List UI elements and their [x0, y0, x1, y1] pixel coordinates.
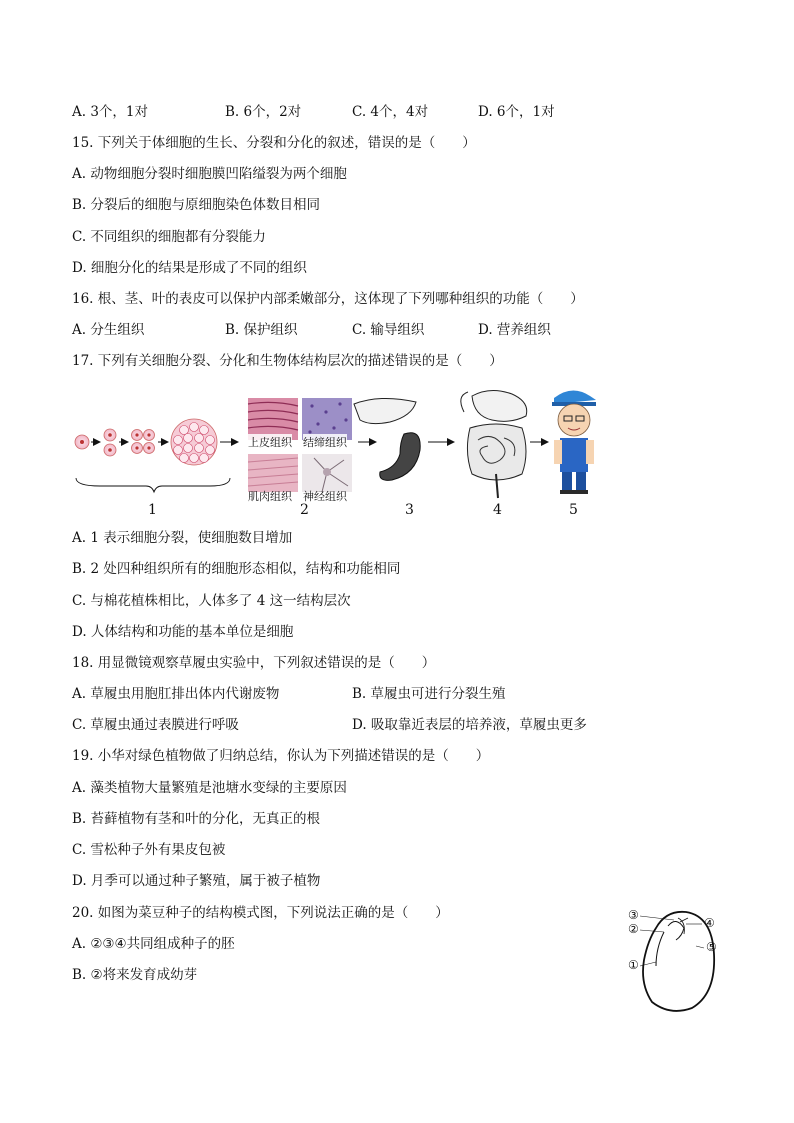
- q16-option-b: B. 保护组织: [225, 322, 298, 338]
- q15-option-c: C. 不同组织的细胞都有分裂能力: [72, 229, 266, 245]
- q20-bean-seed-figure: [626, 904, 736, 1016]
- q15-option-a: A. 动物细胞分裂时细胞膜凹陷缢裂为两个细胞: [72, 166, 347, 182]
- q14-option-b: B. 6个，2对: [225, 104, 302, 120]
- four-cells: [132, 430, 155, 454]
- q14-option-c: C. 4个，4对: [352, 104, 429, 120]
- q15-stem: 15. 下列关于体细胞的生长、分裂和分化的叙述，错误的是（ ）: [72, 135, 476, 151]
- cell-cluster: [171, 419, 217, 465]
- seed-marker-5: ⑤: [706, 940, 717, 954]
- q17-option-a: A. 1 表示细胞分裂，使细胞数目增加: [72, 530, 293, 546]
- q15-option-d: D. 细胞分化的结果是形成了不同的组织: [72, 260, 307, 276]
- q17-stem: 17. 下列有关细胞分裂、分化和生物体结构层次的描述错误的是（ ）: [72, 353, 503, 369]
- q19-stem: 19. 小华对绿色植物做了归纳总结，你认为下列描述错误的是（ ）: [72, 748, 490, 764]
- q19-option-c: C. 雪松种子外有果皮包被: [72, 842, 226, 858]
- digestive-system: [461, 390, 527, 498]
- figure-number-1: 1: [148, 502, 157, 518]
- seed-marker-2: ②: [628, 922, 639, 936]
- seed-marker-3: ③: [628, 908, 639, 922]
- q17-option-b: B. 2 处四种组织所有的细胞形态相似，结构和功能相同: [72, 561, 401, 577]
- tissue-label-epithelial: 上皮组织: [248, 436, 292, 449]
- q16-stem: 16. 根、茎、叶的表皮可以保护内部柔嫩部分，这体现了下列哪种组织的功能（ ）: [72, 291, 584, 307]
- q20-option-b: B. ②将来发育成幼芽: [72, 967, 198, 983]
- tissue-label-muscle: 肌肉组织: [248, 490, 292, 503]
- q19-option-a: A. 藻类植物大量繁殖是池塘水变绿的主要原因: [72, 780, 347, 796]
- q18-option-c: C. 草履虫通过表膜进行呼吸: [72, 717, 239, 733]
- two-cells: [104, 429, 116, 456]
- figure-number-3: 3: [405, 502, 414, 518]
- bean-seed-drawing: [626, 904, 736, 1016]
- q17-structure-levels-figure: [60, 382, 680, 522]
- single-cell: [75, 435, 89, 449]
- organ-liver-stomach: [354, 398, 420, 480]
- tissue-label-nervous: 神经组织: [303, 490, 347, 503]
- q19-option-d: D. 月季可以通过种子繁殖，属于被子植物: [72, 873, 321, 889]
- q18-stem: 18. 用显微镜观察草履虫实验中，下列叙述错误的是（ ）: [72, 655, 436, 671]
- q16-option-a: A. 分生组织: [72, 322, 145, 338]
- q14-option-a: A. 3个，1对: [72, 104, 149, 120]
- q17-option-d: D. 人体结构和功能的基本单位是细胞: [72, 624, 294, 640]
- q20-option-a: A. ②③④共同组成种子的胚: [72, 936, 235, 952]
- q16-option-d: D. 营养组织: [478, 322, 551, 338]
- figure-number-5: 5: [569, 502, 578, 518]
- q19-option-b: B. 苔藓植物有茎和叶的分化，无真正的根: [72, 811, 321, 827]
- seed-marker-1: ①: [628, 958, 639, 972]
- q16-option-c: C. 输导组织: [352, 322, 425, 338]
- figure-number-4: 4: [493, 502, 502, 518]
- brace-1: [76, 478, 230, 492]
- q15-option-b: B. 分裂后的细胞与原细胞染色体数目相同: [72, 197, 321, 213]
- cartoon-person: [552, 390, 596, 494]
- seed-marker-4: ④: [704, 916, 715, 930]
- q20-stem: 20. 如图为菜豆种子的结构模式图，下列说法正确的是（ ）: [72, 905, 449, 921]
- q18-option-a: A. 草履虫用胞肛排出体内代谢废物: [72, 686, 280, 702]
- q17-option-c: C. 与棉花植株相比，人体多了 4 这一结构层次: [72, 593, 351, 609]
- q17-figure-drawing: [60, 382, 680, 522]
- q18-option-d: D. 吸取靠近表层的培养液，草履虫更多: [352, 717, 587, 733]
- q18-option-b: B. 草履虫可进行分裂生殖: [352, 686, 506, 702]
- figure-number-2: 2: [300, 502, 309, 518]
- q14-option-d: D. 6个，1对: [478, 104, 555, 120]
- tissue-label-connective: 结缔组织: [303, 436, 347, 449]
